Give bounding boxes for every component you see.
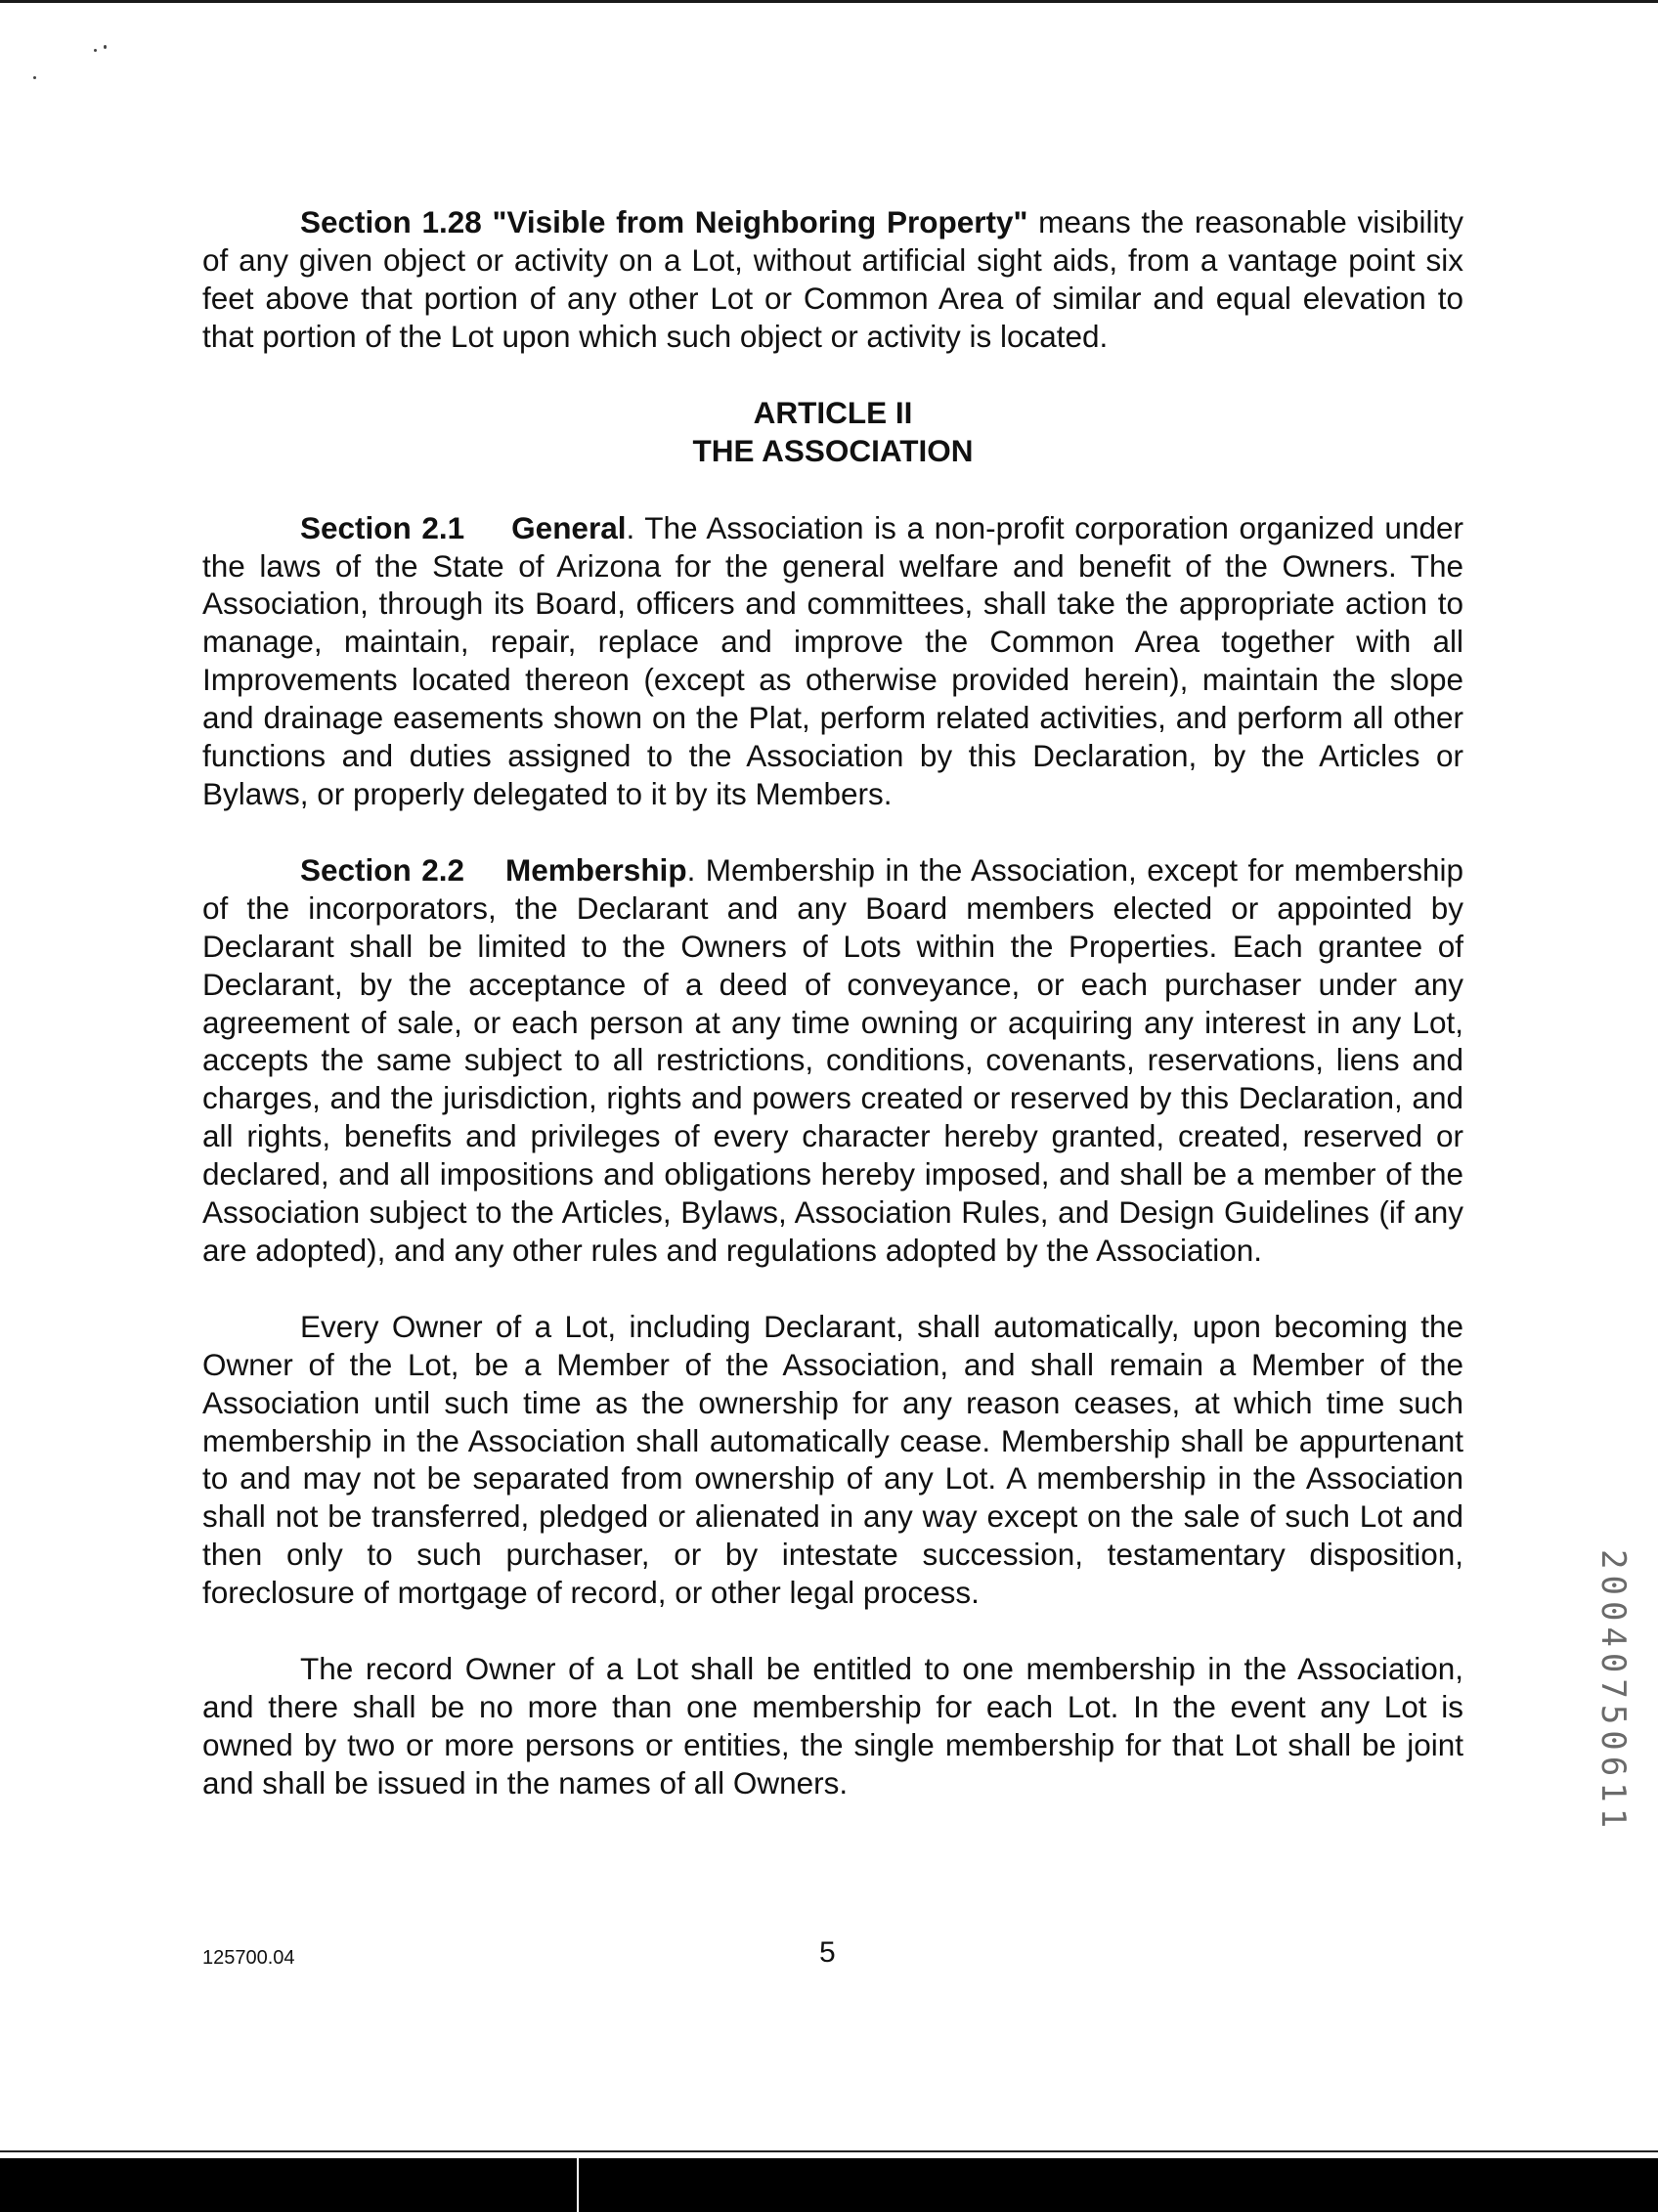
section-2-2-paragraph — [202, 851, 1463, 1270]
section-text: means the reasonable visibility of any given object or activity on a Lot, without artificial sight aids, from a vantage point six feet above that portion of any other Lot or Common Area of similar and equal elevation to that portion of the Lot upon which such object or activity is located. — [202, 204, 1463, 354]
section-text: . The Association is a non-profit corporation organized under the laws of the State of Arizona for the general welfare and benefit of the Owners. The Association, through its Board, officers and committees, shall take the appropriate action to manage, maintain, repair, replace and improve the Common Area together with all Improvements located thereon (except as otherwise provided herein), maintain the slope and drainage easements shown on the Plat, perform related activities, and perform all other functions and duties assigned to the Association by this Declaration, by the Articles or Bylaws, or properly delegated to it by its Members. — [202, 509, 1463, 811]
scan-speck — [104, 45, 107, 49]
scan-speck — [33, 76, 36, 79]
section-text: . Membership in the Association, except for membership of the incorporators, the Declarant and any Board members elected or appointed by Declarant shall be limited to the Owners of Lots within the Properties. Each grantee of Declarant, by the acceptance of a deed of conveyance, or each purchaser under any agreement of sale, or each person at any time owning or acquiring any interest in any Lot, accepts the same subject to all restrictions, conditions, covenants, reservations, liens and charges, and the jurisdiction, rights and powers created or reserved by this Declaration, and all rights, benefits and privileges of every character hereby granted, created, reserved or declared, and all impositions and obligations hereby imposed, and shall be a member of the Association subject to the Articles, Bylaws, Association Rules, and Design Guidelines (if any are adopted), and any other rules and regulations adopted by the Association. — [202, 851, 1463, 1268]
scan-speck — [94, 49, 97, 52]
bottom-scan-notch — [577, 2158, 579, 2212]
page-number: 5 — [819, 1936, 836, 1969]
section-title: Membership — [505, 851, 687, 888]
recording-stamp — [1593, 1549, 1633, 1887]
article-number: ARTICLE II — [753, 394, 913, 430]
document-id: 125700.04 — [202, 1947, 295, 1969]
bottom-scan-line — [0, 2150, 1658, 2152]
section-label: Section 2.2 — [300, 851, 465, 888]
article-heading — [202, 394, 1463, 470]
every-owner-paragraph: Every Owner of a Lot, including Declarant, shall automatically, upon becoming the Owner of the Lot, be a Member of the Association, and shall remain a Member of the Association until such time as the ownership for any reason ceases, at which time such membership in the Association shall automatically cease. Membership shall be appurtenant to and may not be separated from ownership of any Lot. A membership in the Association shall not be transferred, pledged or alienated in any way except on the sale of such Lot and then only to such purchaser, or by intestate succession, testamentary disposition, foreclosure of mortgage of record, or other legal process. — [202, 1308, 1463, 1611]
section-title: "Visible from Neighboring Property" — [492, 204, 1028, 239]
section-title: General — [511, 509, 627, 545]
recording-number: 20040750611 — [1593, 1549, 1633, 1835]
top-scan-border — [0, 0, 1658, 3]
section-label: Section 2.1 — [300, 509, 465, 545]
record-owner-paragraph: The record Owner of a Lot shall be entitled to one membership in the Association, and there shall be no more than one membership for each Lot. In the event any Lot is owned by two or more persons or entities, the single membership for that Lot shall be joint and shall be issued in the names of all Owners. — [202, 1651, 1463, 1800]
section-1-28-paragraph — [202, 203, 1463, 356]
article-title: THE ASSOCIATION — [692, 432, 974, 468]
section-2-1-paragraph — [202, 509, 1463, 813]
bottom-scan-border — [0, 2158, 1658, 2212]
document-body — [202, 203, 1463, 1841]
section-label: Section 1.28 — [300, 204, 482, 239]
